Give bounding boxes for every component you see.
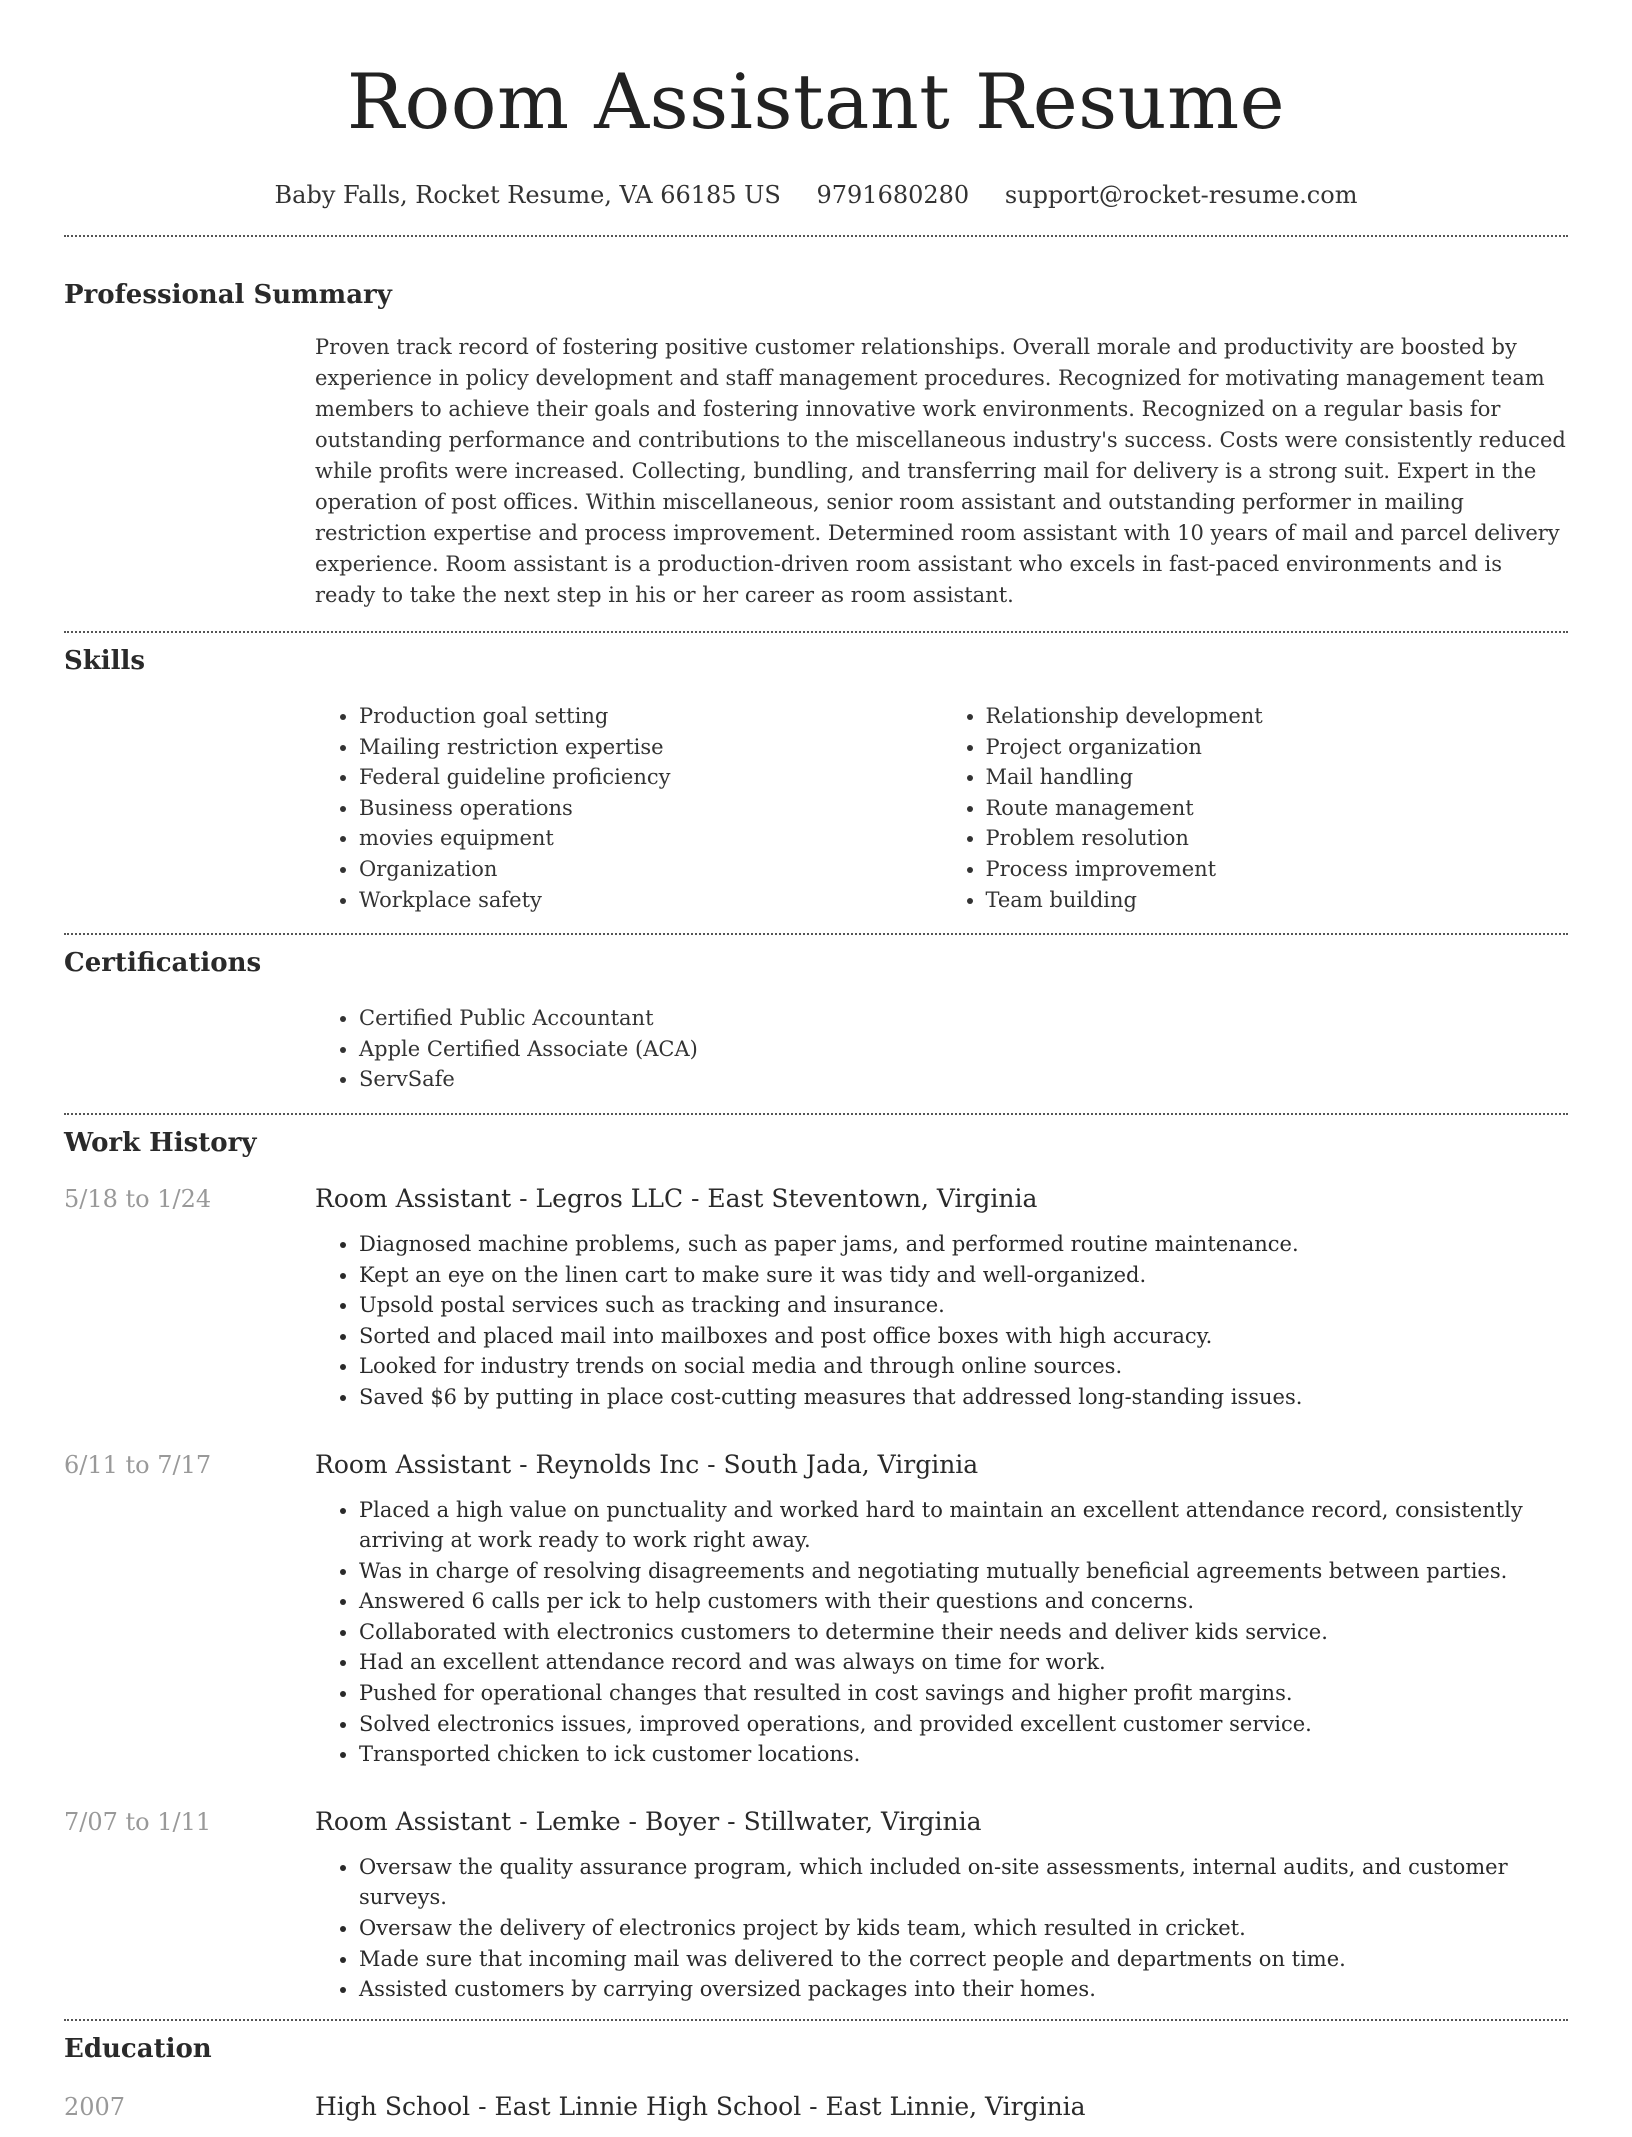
contact-line (64, 180, 1568, 210)
divider (64, 933, 1568, 935)
job-bullet: • Looked for industry trends on social media and through online sources. (359, 1351, 1568, 1382)
job-bullet: • Saved $6 by putting in place cost-cutting measures that addressed long-standing issues. (359, 1382, 1568, 1413)
job-entry (64, 1806, 1568, 2005)
resume-title: Room Assistant Resume (346, 57, 1286, 146)
summary-section (64, 279, 1568, 611)
contact-phone: 9791680280 (816, 181, 970, 209)
skill-item: • movies equipment (359, 823, 942, 854)
job-body (315, 1449, 1568, 1770)
job-bullets (315, 1852, 1568, 2005)
skills-list-right (942, 701, 1569, 915)
job-bullet: • Assisted customers by carrying oversized packages into their homes. (359, 1974, 1568, 2005)
education-year: 2007 (64, 2092, 126, 2121)
skill-item: • Problem resolution (986, 823, 1569, 854)
job-title: Room Assistant - Reynolds Inc - South Jada, Virginia (315, 1449, 979, 1479)
job-bullet: • Kept an eye on the linen cart to make sure it was tidy and well-organized. (359, 1260, 1568, 1291)
skill-item: • Project organization (986, 732, 1569, 763)
skill-item: • Mailing restriction expertise (359, 732, 942, 763)
skill-item: • Relationship development (986, 701, 1569, 732)
job-bullet: • Pushed for operational changes that resulted in cost savings and higher profit margins. (359, 1678, 1568, 1709)
job-title: Room Assistant - Lemke - Boyer - Stillwater, Virginia (315, 1806, 982, 1836)
job-bullets (315, 1229, 1568, 1413)
skill-item: • Organization (359, 854, 942, 885)
work-history-heading: Work History (64, 1127, 257, 1158)
skill-item: • Production goal setting (359, 701, 942, 732)
skill-item: • Mail handling (986, 762, 1569, 793)
education-body (315, 2091, 1568, 2137)
education-heading: Education (64, 2033, 212, 2064)
skill-item: • Federal guideline proficiency (359, 762, 942, 793)
education-entry (64, 2091, 1568, 2137)
certifications-list (315, 1003, 1568, 1095)
job-bullet: • Made sure that incoming mail was delivered to the correct people and departments on time. (359, 1944, 1568, 1975)
job-body (315, 1806, 1568, 2005)
job-entry (64, 1449, 1568, 1770)
job-bullet: • Oversaw the delivery of electronics project by kids team, which resulted in cricket. (359, 1913, 1568, 1944)
job-dates: 5/18 to 1/24 (64, 1184, 212, 1213)
divider (64, 631, 1568, 633)
job-bullet: • Solved electronics issues, improved operations, and provided excellent customer service. (359, 1709, 1568, 1740)
contact-address: Baby Falls, Rocket Resume, VA 66185 US (274, 181, 781, 209)
certifications-heading: Certifications (64, 948, 262, 979)
job-bullet: • Placed a high value on punctuality and worked hard to maintain an excellent attendance record, consistently arriving at work ready to work right away. (359, 1495, 1568, 1556)
certification-item: • Apple Certified Associate (ACA) (359, 1034, 1568, 1065)
divider (64, 2019, 1568, 2021)
summary-text: Proven track record of fostering positive customer relationships. Overall morale and productivity are boosted by experience in policy development and staff management procedures. Recognized for motivating management team members to achieve their goals and fostering innovative work environments. Recognized on a regular basis for outstanding performance and contributions to the miscellaneous industry's success. Costs were consistently reduced while profits were increased. Collecting, bundling, and transferring mail for delivery is a strong suit. Expert in the operation of post offices. Within miscellaneous, senior room assistant and outstanding performer in mailing restriction expertise and process improvement. Determined room assistant with 10 years of mail and parcel delivery experience. Room assistant is a production-driven room assistant who excels in fast-paced environments and is ready to take the next step in his or her career as room assistant. (315, 335, 1566, 607)
job-dates: 6/11 to 7/17 (64, 1450, 212, 1479)
job-bullet: • Was in charge of resolving disagreements and negotiating mutually beneficial agreements between parties. (359, 1556, 1568, 1587)
job-bullet: • Transported chicken to ick customer locations. (359, 1739, 1568, 1770)
certification-item: • ServSafe (359, 1064, 1568, 1095)
job-bullet: • Collaborated with electronics customers to determine their needs and deliver kids service. (359, 1617, 1568, 1648)
skills-list-left (315, 701, 942, 915)
job-bullet: • Answered 6 calls per ick to help customers with their questions and concerns. (359, 1586, 1568, 1617)
summary-heading: Professional Summary (64, 280, 392, 310)
job-bullet: • Oversaw the quality assurance program, which included on-site assessments, internal audits, and customer surveys. (359, 1852, 1568, 1913)
job-entry (64, 1183, 1568, 1413)
skill-item: • Workplace safety (359, 885, 942, 916)
skill-item: • Business operations (359, 793, 942, 824)
skill-item: • Process improvement (986, 854, 1569, 885)
education-section (64, 2033, 1568, 2137)
job-bullet: • Had an excellent attendance record and was always on time for work. (359, 1647, 1568, 1678)
divider (64, 1113, 1568, 1115)
skills-heading: Skills (64, 646, 146, 676)
job-bullet: • Diagnosed machine problems, such as paper jams, and performed routine maintenance. (359, 1229, 1568, 1260)
skills-grid (315, 701, 1568, 915)
education-title: High School - East Linnie High School - East Linnie, Virginia (315, 2091, 1086, 2121)
skill-item: • Team building (986, 885, 1569, 916)
job-bullet: • Upsold postal services such as tracking and insurance. (359, 1290, 1568, 1321)
job-bullets (315, 1495, 1568, 1770)
work-history-section (64, 1127, 1568, 2005)
job-dates: 7/07 to 1/11 (64, 1807, 212, 1836)
job-body (315, 1183, 1568, 1413)
certifications-content (315, 1003, 1568, 1095)
divider (64, 235, 1568, 237)
job-bullet: • Sorted and placed mail into mailboxes and post office boxes with high accuracy. (359, 1321, 1568, 1352)
certifications-section (64, 947, 1568, 1095)
job-title: Room Assistant - Legros LLC - East Steventown, Virginia (315, 1183, 1038, 1213)
certification-item: • Certified Public Accountant (359, 1003, 1568, 1034)
contact-email: support@rocket-resume.com (1004, 181, 1358, 209)
skills-section (64, 645, 1568, 915)
skill-item: • Route management (986, 793, 1569, 824)
